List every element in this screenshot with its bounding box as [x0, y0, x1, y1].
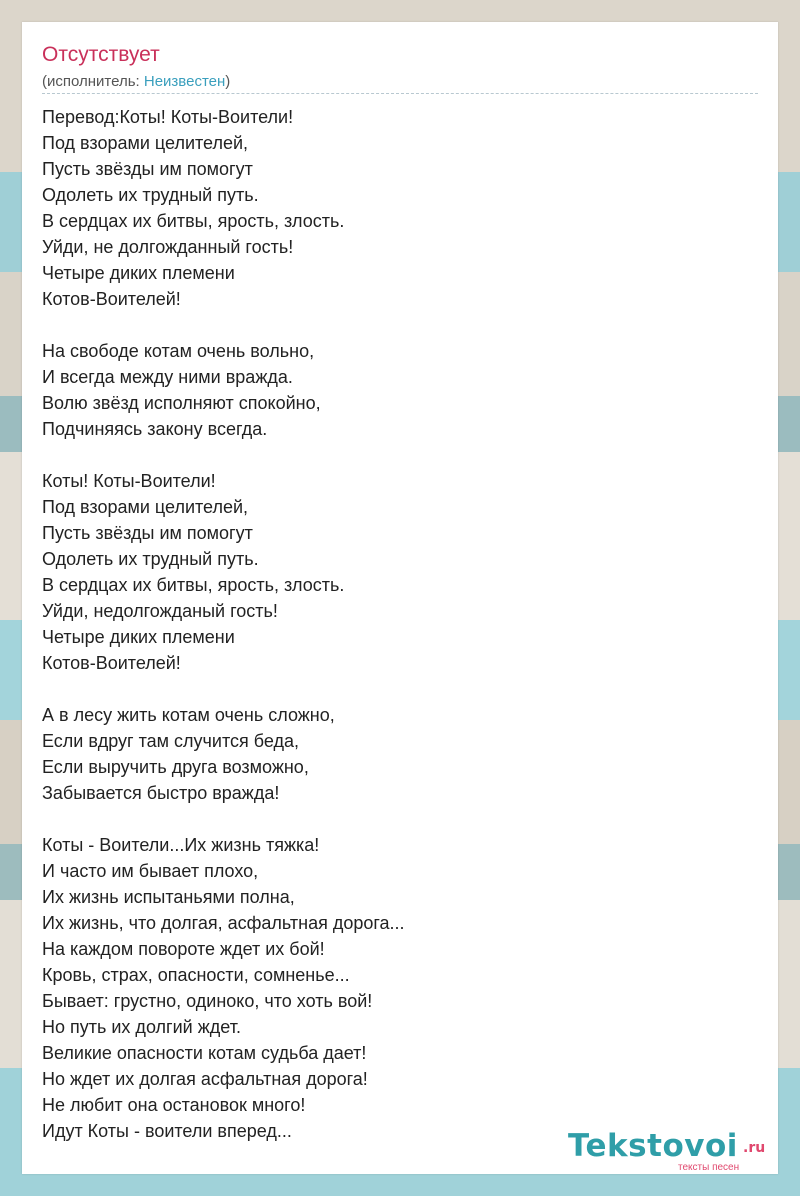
lyrics-line: Коты - Воители...Их жизнь тяжка!: [42, 835, 320, 855]
logo-tagline: тексты песен: [678, 1162, 740, 1173]
lyrics-line: Котов-Воителей!: [42, 653, 181, 673]
lyrics-line: Забывается быстро вражда!: [42, 783, 280, 803]
lyrics-line: Но ждет их долгая асфальтная дорога!: [42, 1069, 368, 1089]
lyrics-line: В сердцах их битвы, ярость, злость.: [42, 211, 345, 231]
song-title: Отсутствует: [42, 43, 160, 66]
lyrics-line: Если выручить друга возможно,: [42, 757, 309, 777]
lyrics-line: Их жизнь испытаньями полна,: [42, 887, 295, 907]
lyrics-line: И всегда между ними вражда.: [42, 367, 293, 387]
artist-line: [42, 72, 230, 92]
lyrics-text: [42, 104, 758, 1144]
lyrics-line: Уйди, не долгожданный гость!: [42, 237, 294, 257]
lyrics-line: Их жизнь, что долгая, асфальтная дорога...: [42, 913, 405, 933]
lyrics-line: Кровь, страх, опасности, сомненье...: [42, 965, 350, 985]
lyrics-line: Но путь их долгий ждет.: [42, 1017, 241, 1037]
lyrics-line: На свободе котам очень вольно,: [42, 341, 315, 361]
lyrics-line: Под взорами целителей,: [42, 497, 249, 517]
lyrics-line: Пусть звёзды им помогут: [42, 523, 253, 543]
lyrics-blank-line: [42, 442, 758, 468]
lyrics-line: Уйди, недолгожданый гость!: [42, 601, 278, 621]
lyrics-line: Подчиняясь закону всегда.: [42, 419, 268, 439]
lyrics-line: Перевод:Коты! Коты-Воители!: [42, 107, 294, 127]
lyrics-line: Если вдруг там случится беда,: [42, 731, 299, 751]
lyrics-line: Одолеть их трудный путь.: [42, 549, 259, 569]
lyrics-line: Идут Коты - воители вперед...: [42, 1121, 292, 1141]
lyrics-blank-line: [42, 806, 758, 832]
lyrics-line: И часто им бывает плохо,: [42, 861, 259, 881]
lyrics-line: На каждом повороте ждет их бой!: [42, 939, 325, 959]
lyrics-blank-line: [42, 676, 758, 702]
lyrics-line: Великие опасности котам судьба дает!: [42, 1043, 367, 1063]
logo-tld: .ru: [743, 1140, 766, 1156]
artist-suffix: ): [225, 73, 231, 90]
logo-brand: Tekstovoi: [568, 1128, 738, 1164]
lyrics-card: [22, 22, 778, 1174]
lyrics-line: А в лесу жить котам очень сложно,: [42, 705, 335, 725]
lyrics-line: Пусть звёзды им помогут: [42, 159, 253, 179]
lyrics-blank-line: [42, 312, 758, 338]
site-logo[interactable]: [568, 1128, 778, 1172]
lyrics-line: Волю звёзд исполняют спокойно,: [42, 393, 321, 413]
lyrics-line: Не любит она остановок много!: [42, 1095, 306, 1115]
artist-prefix: (исполнитель:: [42, 73, 144, 90]
title-divider: [42, 93, 758, 94]
artist-link[interactable]: Неизвестен: [143, 73, 226, 90]
lyrics-line: Четыре диких племени: [42, 627, 235, 647]
lyrics-line: Коты! Коты-Воители!: [42, 471, 216, 491]
lyrics-line: Котов-Воителей!: [42, 289, 181, 309]
lyrics-line: В сердцах их битвы, ярость, злость.: [42, 575, 345, 595]
lyrics-line: Бывает: грустно, одиноко, что хоть вой!: [42, 991, 373, 1011]
lyrics-line: Под взорами целителей,: [42, 133, 249, 153]
lyrics-line: Четыре диких племени: [42, 263, 235, 283]
lyrics-line: Одолеть их трудный путь.: [42, 185, 259, 205]
